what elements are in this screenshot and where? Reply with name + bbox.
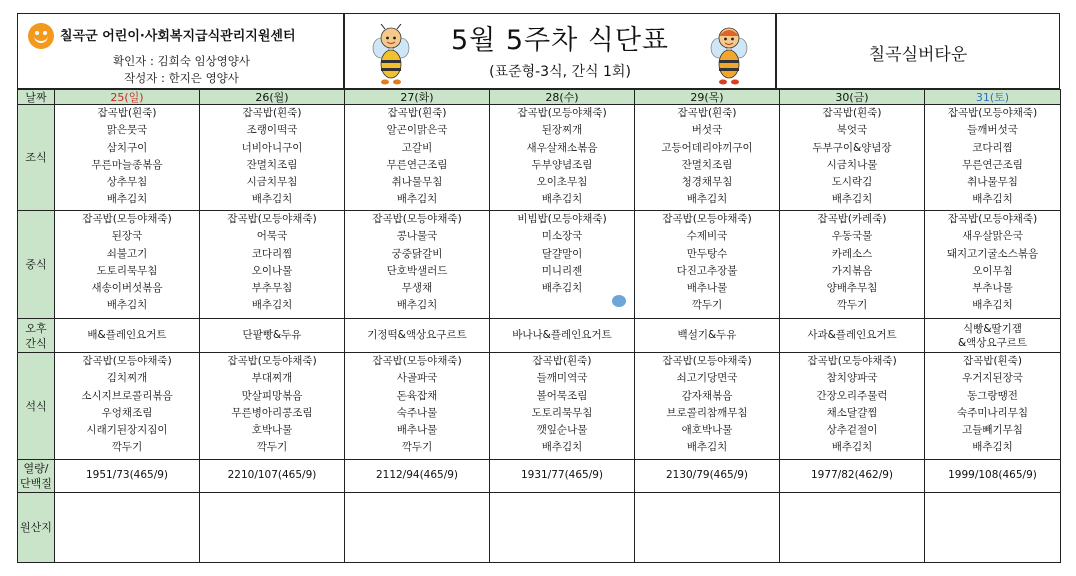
day-date: 26(월) <box>200 90 345 105</box>
menu-item: 잡곡밥(모등야채죽) <box>82 355 172 367</box>
nutrition-label: 열량/ 단백질 <box>18 460 55 493</box>
menu-item: 잡곡밥(흰죽) <box>387 107 447 119</box>
date-label: 날짜 <box>18 90 55 105</box>
menu-item: 채소달걀찜 <box>826 406 878 419</box>
menu-item: 무른연근조림 <box>962 158 1023 171</box>
menu-item: 감자채볶음 <box>681 389 733 402</box>
menu-item: 다진고추장불 <box>676 264 738 277</box>
snack-label: 오후 간식 <box>18 319 55 353</box>
lunch-cell <box>345 211 490 319</box>
confirmed-by: 확인자 : 김희숙 임상영양사 <box>112 54 251 68</box>
menu-table <box>17 89 1061 563</box>
nutrition-cell: 1999/108(465/9) <box>925 460 1061 493</box>
menu-item: 간장오리주물럭 <box>816 389 888 402</box>
breakfast-cell <box>55 105 200 211</box>
menu-item: 두부양념조림 <box>531 158 593 171</box>
menu-item: 쇠불고기 <box>106 247 148 260</box>
dinner-cell <box>925 353 1061 460</box>
smile-logo-icon <box>28 23 54 49</box>
menu-item: 시금치나물 <box>826 158 878 171</box>
menu-item: 부추무침 <box>251 282 293 295</box>
header-center-box <box>17 13 344 89</box>
menu-item: 코다리찜 <box>972 141 1013 154</box>
breakfast-cell <box>200 105 345 211</box>
snack-cell: 식빵&딸기잼 &액상요구르트 <box>925 319 1061 353</box>
menu-item: 시금치무침 <box>246 176 298 189</box>
origin-cell <box>780 493 925 563</box>
menu-item: 상추무침 <box>106 176 148 189</box>
menu-item: 잡곡밥(흰죽) <box>963 355 1022 367</box>
dinner-cell <box>200 353 345 460</box>
menu-item: 배추김치 <box>541 441 583 454</box>
menu-item: 두부구이&양념장 <box>812 141 892 154</box>
day-date: 29(목) <box>635 90 780 105</box>
menu-item: 오이무침 <box>972 264 1013 277</box>
breakfast-cell <box>635 105 780 211</box>
day-date: 31(토) <box>925 90 1061 105</box>
menu-item: 잡곡밥(카레죽) <box>817 213 887 225</box>
menu-item: 취나물무침 <box>967 176 1018 189</box>
menu-item: 잔멸치조림 <box>246 158 298 171</box>
menu-item: 궁중닭갈비 <box>391 247 443 260</box>
small-emoji-icon <box>612 295 626 307</box>
breakfast-cell <box>490 105 635 211</box>
menu-item: 북엇국 <box>836 124 868 137</box>
menu-item: 고갈비 <box>401 141 433 154</box>
breakfast-cell <box>345 105 490 211</box>
menu-item: 배추김치 <box>831 441 873 454</box>
menu-item: 숙주나물 <box>396 406 438 419</box>
menu-item: 우엉채조림 <box>101 406 153 419</box>
menu-item: 우동국물 <box>831 230 873 243</box>
menu-item: 맛살피망볶음 <box>241 389 303 402</box>
menu-item: 콩나물국 <box>396 230 438 243</box>
nutrition-cell: 2130/79(465/9) <box>635 460 780 493</box>
origin-cell <box>345 493 490 563</box>
menu-item: 깍두기 <box>836 299 868 312</box>
menu-item: 오이초무침 <box>536 176 588 189</box>
menu-item: 잡곡밥(모등야채죽) <box>227 355 317 367</box>
menu-item: 조랭이떡국 <box>246 124 298 137</box>
nutrition-cell: 2112/94(465/9) <box>345 460 490 493</box>
lunch-cell <box>55 211 200 319</box>
menu-item: 잡곡밥(모등야채죽) <box>372 355 462 367</box>
menu-item: 잡곡밥(흰죽) <box>97 107 157 119</box>
menu-item: 잡곡밥(흰죽) <box>242 107 302 119</box>
menu-item: 새송이버섯볶음 <box>91 282 163 295</box>
menu-item: 잡곡밥(모등야채죽) <box>807 355 897 367</box>
menu-item: 도시락김 <box>831 176 873 189</box>
menu-item: 카레소스 <box>831 247 873 260</box>
menu-item: 잔멸치조림 <box>681 158 733 171</box>
menu-item: 깍두기 <box>691 299 723 312</box>
menu-item: 미니리젠 <box>541 264 583 277</box>
menu-item: 잡곡밥(모등야채죽) <box>517 107 607 119</box>
snack-cell: 백설기&두유 <box>635 319 780 353</box>
menu-item: 김치찌개 <box>106 372 148 385</box>
menu-item: 사골파국 <box>396 372 438 385</box>
origin-cell <box>490 493 635 563</box>
menu-item: 배추김치 <box>106 299 148 312</box>
nutrition-cell: 1931/77(465/9) <box>490 460 635 493</box>
menu-item: 브로콜리참깨무침 <box>666 406 748 419</box>
menu-item: 깍두기 <box>256 441 288 454</box>
menu-item: 만두탕수 <box>686 247 728 260</box>
menu-item: 부대찌개 <box>251 372 293 385</box>
origin-cell <box>925 493 1061 563</box>
menu-item: 무른연근조림 <box>386 158 448 171</box>
menu-item: 들깨버섯국 <box>967 124 1018 137</box>
dinner-cell <box>780 353 925 460</box>
menu-item: 배추김치 <box>972 441 1013 454</box>
date-row <box>18 90 1061 105</box>
day-date: 25(일) <box>55 90 200 105</box>
site-name: 칠곡실버타운 <box>868 45 968 65</box>
menu-item: 알곤이맑은국 <box>386 124 448 137</box>
menu-item: 소시지브로콜리볶음 <box>81 389 173 402</box>
menu-item: 숙주미나리무침 <box>956 406 1028 419</box>
dinner-row <box>18 353 1061 460</box>
nutrition-cell: 1977/82(462/9) <box>780 460 925 493</box>
page-title: 5월 5주차 식단표 <box>450 25 669 56</box>
snack-cell: 기정떡&액상요구르트 <box>345 319 490 353</box>
bee-mascot-right-icon <box>707 24 751 86</box>
menu-item: 양배추무침 <box>826 282 878 295</box>
menu-item: 비빔밥(모등야채죽) <box>517 213 607 225</box>
menu-item: 배추김치 <box>541 193 583 206</box>
menu-item: 잡곡밥(모등야채죽) <box>662 355 752 367</box>
menu-item: 애호박나물 <box>681 424 733 437</box>
lunch-cell <box>635 211 780 319</box>
menu-item: 배추김치 <box>396 299 438 312</box>
menu-item: 깍두기 <box>111 441 143 454</box>
menu-item: 새우살맑은국 <box>962 230 1023 243</box>
menu-item: 된장찌개 <box>541 124 583 137</box>
menu-item: 시래기된장지짐이 <box>86 424 168 437</box>
menu-item: 가지볶음 <box>831 264 873 277</box>
menu-item: 우거지된장국 <box>962 372 1023 385</box>
header-site-box <box>776 13 1060 89</box>
menu-item: 잡곡밥(모등야채죽) <box>662 213 752 225</box>
menu-item: 무른병아리콩조림 <box>231 406 313 419</box>
menu-item: 어묵국 <box>256 230 288 243</box>
menu-item: 배추김치 <box>831 193 873 206</box>
menu-item: 동그랑땡전 <box>967 389 1018 402</box>
dinner-cell <box>490 353 635 460</box>
lunch-cell <box>925 211 1061 319</box>
menu-item: 쇠고기당면국 <box>676 372 738 385</box>
menu-item: 배추나물 <box>396 424 438 437</box>
menu-item: 깍두기 <box>401 441 433 454</box>
menu-item: 잡곡밥(모등야채죽) <box>82 213 172 225</box>
menu-item: 단호박샐러드 <box>386 264 448 277</box>
header-title-box <box>344 13 776 89</box>
menu-item: 새우살채소볶음 <box>526 141 598 154</box>
menu-item: 도토리묵무침 <box>96 264 158 277</box>
menu-item: 배추김치 <box>106 193 148 206</box>
breakfast-cell <box>780 105 925 211</box>
menu-item: 배추김치 <box>972 299 1013 312</box>
menu-item: 배추김치 <box>541 282 583 295</box>
lunch-label: 중식 <box>18 211 55 319</box>
day-date: 28(수) <box>490 90 635 105</box>
nutrition-cell: 1951/73(465/9) <box>55 460 200 493</box>
center-name: 칠곡군 어린이·사회복지급식관리지원센터 <box>60 29 296 44</box>
menu-item: 오이나물 <box>251 264 293 277</box>
origin-cell <box>55 493 200 563</box>
menu-item: 잡곡밥(흰죽) <box>677 107 737 119</box>
menu-item: 호박나물 <box>251 424 293 437</box>
origin-cell <box>635 493 780 563</box>
menu-item: 수제비국 <box>686 230 728 243</box>
menu-item: 상추겉절이 <box>826 424 878 437</box>
menu-item: 배추김치 <box>686 193 728 206</box>
menu-item: 무생채 <box>401 282 433 295</box>
menu-item: 된장국 <box>111 230 143 243</box>
menu-item: 달걀말이 <box>541 247 583 260</box>
menu-item: 배추나물 <box>686 282 728 295</box>
menu-item: 돈육잡채 <box>396 389 438 402</box>
menu-item: 배추김치 <box>972 193 1013 206</box>
snack-cell: 배&플레인요거트 <box>55 319 200 353</box>
menu-item: 너비아니구이 <box>241 141 303 154</box>
menu-item: 배추김치 <box>686 441 728 454</box>
day-date: 27(화) <box>345 90 490 105</box>
breakfast-label: 조식 <box>18 105 55 211</box>
menu-item: 잡곡밥(흰죽) <box>532 355 592 367</box>
origin-row <box>18 493 1061 563</box>
menu-item: 청경채무침 <box>681 176 733 189</box>
menu-item: 잡곡밥(모등야채죽) <box>227 213 317 225</box>
menu-item: 부추나물 <box>972 282 1013 295</box>
lunch-cell <box>780 211 925 319</box>
origin-label: 원산지 <box>18 493 55 563</box>
lunch-cell <box>200 211 345 319</box>
menu-item: 도토리묵무침 <box>531 406 593 419</box>
dinner-cell <box>345 353 490 460</box>
nutrition-cell: 2210/107(465/9) <box>200 460 345 493</box>
menu-item: 들깨미역국 <box>536 372 588 385</box>
day-date: 30(금) <box>780 90 925 105</box>
page-subtitle: (표준형-3식, 간식 1회) <box>489 64 631 80</box>
menu-item: 무른마늘종볶음 <box>91 158 163 171</box>
snack-cell: 사과&플레인요거트 <box>780 319 925 353</box>
snack-cell: 단팥빵&두유 <box>200 319 345 353</box>
menu-item: 배추김치 <box>251 193 293 206</box>
menu-item: 미소장국 <box>541 230 583 243</box>
menu-item: 맑은뭇국 <box>106 124 148 137</box>
menu-item: 고등어데리야끼구이 <box>661 141 753 154</box>
snack-cell: 바나나&플레인요거트 <box>490 319 635 353</box>
dinner-cell <box>55 353 200 460</box>
menu-item: 깻잎순나물 <box>536 424 588 437</box>
menu-item: 잡곡밥(모등야채죽) <box>947 213 1038 225</box>
written-by: 작성자 : 한지은 영양사 <box>124 71 239 85</box>
menu-item: 취나물무침 <box>391 176 443 189</box>
menu-item: 삼치구이 <box>106 141 148 154</box>
menu-item: 잡곡밥(흰죽) <box>822 107 882 119</box>
breakfast-cell <box>925 105 1061 211</box>
origin-cell <box>200 493 345 563</box>
breakfast-row <box>18 105 1061 211</box>
menu-item: 배추김치 <box>251 299 293 312</box>
lunch-row <box>18 211 1061 319</box>
menu-item: 잡곡밥(모등야채죽) <box>372 213 462 225</box>
menu-item: 배추김치 <box>396 193 438 206</box>
nutrition-row <box>18 460 1061 493</box>
menu-item: 돼지고기굴소스볶음 <box>946 247 1039 260</box>
menu-item: 버섯국 <box>691 124 723 137</box>
menu-item: 잡곡밥(모등야채죽) <box>947 107 1038 119</box>
dinner-label: 석식 <box>18 353 55 460</box>
menu-item: 고들빼기무침 <box>962 424 1023 437</box>
menu-item: 참치양파국 <box>826 372 878 385</box>
snack-row <box>18 319 1061 353</box>
menu-item: 볼어묵조림 <box>536 389 588 402</box>
menu-item: 코다리찜 <box>251 247 293 260</box>
dinner-cell <box>635 353 780 460</box>
